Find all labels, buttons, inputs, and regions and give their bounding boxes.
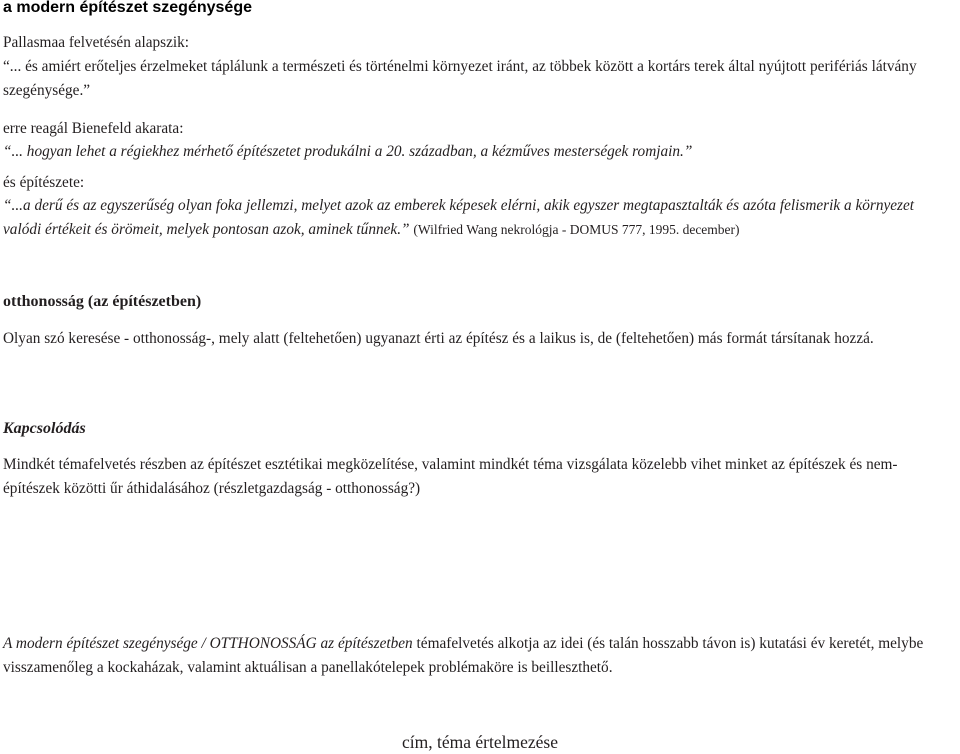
framework-body: témafelvetés alkotja az idei (és talán hosszabb távon is) kutatási év keretét, melybe visszamenőleg a kockaházak, valamint aktuálisan a panellakótelepek problémaköre is beilleszthető. xyxy=(3,635,924,676)
homeliness-body: Olyan szó keresése - otthonosság-, mely alatt (feltehetően) ugyanazt érti az építész és a laikus is, de (feltehetően) más formát társítanak hozzá. xyxy=(3,330,874,347)
wang-quote: “...a derű és az egyszerűség olyan foka jellemzi, melyet azok az emberek képesek elérni, akik egyszer megtapasztalták és azóta felismerik a környezet valódi értékeit és örömeit, melyek pontosan azok, aminek tűnnek.” xyxy=(3,197,915,238)
framework-paragraph xyxy=(3,632,952,679)
section-title-homeliness: otthonosság (az építészetben) xyxy=(3,293,202,310)
wang-citation: (Wilfried Wang nekrológja - DOMUS 777, 1995. december) xyxy=(413,221,740,237)
architecture-lead: és építészete: xyxy=(3,174,85,191)
section-title-connection: Kapcsolódás xyxy=(3,420,86,437)
framework-italic-lead: A modern építészet szegénysége / OTTHONOSSÁG az építészetben xyxy=(3,635,413,652)
intro-text: Pallasmaa felvetésén alapszik: xyxy=(3,34,190,51)
section-title-poverty: a modern építészet szegénysége xyxy=(3,0,252,16)
bienefeld-quote: “... hogyan lehet a régiekhez mérhető építészetet produkálni a 20. században, a kézműves mesterségek romjain.” xyxy=(3,143,693,160)
wang-quote-paragraph xyxy=(3,194,952,241)
footer-caption: cím, téma értelmezése xyxy=(402,732,558,752)
connection-body: Mindkét témafelvetés részben az építészet esztétikai megközelítése, valamint mindkét téma vizsgálata közelebb vihet minket az építészek és nem-építészek közötti űr áthidalásához (részletgazdagság - otthonosság?) xyxy=(3,456,898,497)
bienefeld-lead: erre reagál Bienefeld akarata: xyxy=(3,120,184,137)
pallasmaa-quote: “... és amiért erőteljes érzelmeket táplálunk a természeti és történelmi környezet iránt, az többek között a kortárs terek által nyújtott perifériás látvány szegénysége.” xyxy=(3,58,917,99)
